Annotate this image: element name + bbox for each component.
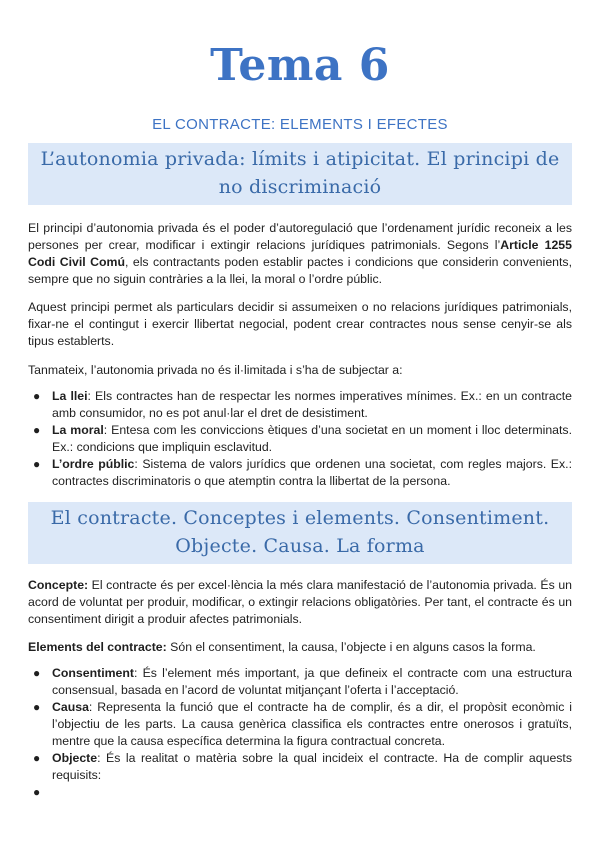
list-item-term: La llei (52, 389, 88, 403)
list-item-term: L’ordre públic (52, 457, 135, 471)
list-item (33, 784, 572, 801)
list-item (33, 422, 572, 456)
list-item-term: Consentiment (52, 666, 134, 680)
section-heading-autonomia: L’autonomia privada: límits i atipicitat. El principi de no discriminació (28, 143, 572, 205)
document-title: Tema 6 (210, 40, 390, 91)
section-heading-contracte: El contracte. Conceptes i elements. Consentiment. Objecte. Causa. La forma (28, 502, 572, 564)
paragraph-text: El principi d’autonomia privada és el poder d’autoregulació que l’ordenament jurídic reconeix a les persones per crear, modificar i extingir relacions jurídiques patrimonials. Segons l’ (28, 221, 572, 252)
bullet-icon: ● (33, 389, 41, 403)
bullet-icon: ● (33, 700, 41, 714)
elements-list (28, 665, 572, 801)
list-item (33, 750, 572, 784)
paragraph-elements (28, 639, 572, 656)
bullet-icon: ● (33, 423, 41, 437)
concept-label: Concepte: (28, 578, 89, 592)
list-item (33, 665, 572, 699)
list-item-text: : Sistema de valors jurídics que ordenen una societat, com regles majors. Ex.: contractes discriminatoris o que atemptin contra la llibertat de la persona. (52, 457, 572, 488)
bullet-icon: ● (33, 751, 41, 765)
paragraph-concepte (28, 577, 572, 628)
document-subtitle: EL CONTRACTE: ELEMENTS I EFECTES (152, 116, 448, 133)
paragraph-text: , els contractants poden establir pactes i condicions que considerin convenients, sempre que no siguin contràries a la llei, la moral o l’ordre públic. (28, 255, 572, 286)
list-item (33, 699, 572, 750)
elements-label: Elements del contracte: (28, 640, 167, 654)
paragraph-text: Són el consentiment, la causa, l’objecte i en alguns casos la forma. (166, 640, 536, 654)
bullet-icon: ● (33, 666, 41, 680)
list-item-term: La moral (52, 423, 104, 437)
list-item-text: : Entesa com les conviccions ètiques d’una societat en un moment i lloc determinats. Ex.: condicions que impliquin esclavitud. (52, 423, 572, 454)
list-item (33, 388, 572, 422)
paragraph-text: El contracte és per excel·lència la més clara manifestació de l’autonomia privada. És un acord de voluntat per produir, modificar, o extingir relacions obligatòries. Per tant, el contracte és un consentiment dirigit a produir afectes patrimonials. (28, 578, 572, 626)
list-item (33, 456, 572, 490)
paragraph-autonomia-limits-intro: Tanmateix, l’autonomia privada no és il·limitada i s’ha de subjectar a: (28, 363, 403, 377)
paragraph-autonomia-definition (28, 220, 572, 288)
list-item-text: : És l’element més important, ja que defineix el contracte com una estructura consensual, basada en l’acord de voluntat mitjançant l’oferta i l’acceptació. (52, 666, 572, 697)
limits-list (28, 388, 572, 490)
list-item-term: Objecte (52, 751, 98, 765)
bullet-icon: ● (33, 785, 41, 799)
list-item-text: : Representa la funció que el contracte ha de complir, és a dir, el propòsit econòmic i l’objectiu de les parts. La causa genèrica classifica els contractes entre onerosos i gratuïts, mentre que la causa específica determina la figura contractual concreta. (52, 700, 572, 748)
list-item-term: Causa (52, 700, 89, 714)
list-item-text: : És la realitat o matèria sobre la qual incideix el contracte. Ha de complir aquests requisits: (52, 751, 572, 782)
list-item-text: : Els contractes han de respectar les normes imperatives mínimes. Ex.: en un contracte amb consumidor, no es pot anul·lar el dret de desistiment. (52, 389, 572, 420)
paragraph-autonomia-scope: Aquest principi permet als particulars decidir si assumeixen o no relacions jurídiques patrimonials, fixar-ne el contingut i exercir llibertat negocial, podent crear contractes nous sense cenyir-se als tipus establerts. (28, 300, 572, 348)
bullet-icon: ● (33, 457, 41, 471)
article-reference: Article 1255 Codi Civil Comú (28, 238, 572, 269)
